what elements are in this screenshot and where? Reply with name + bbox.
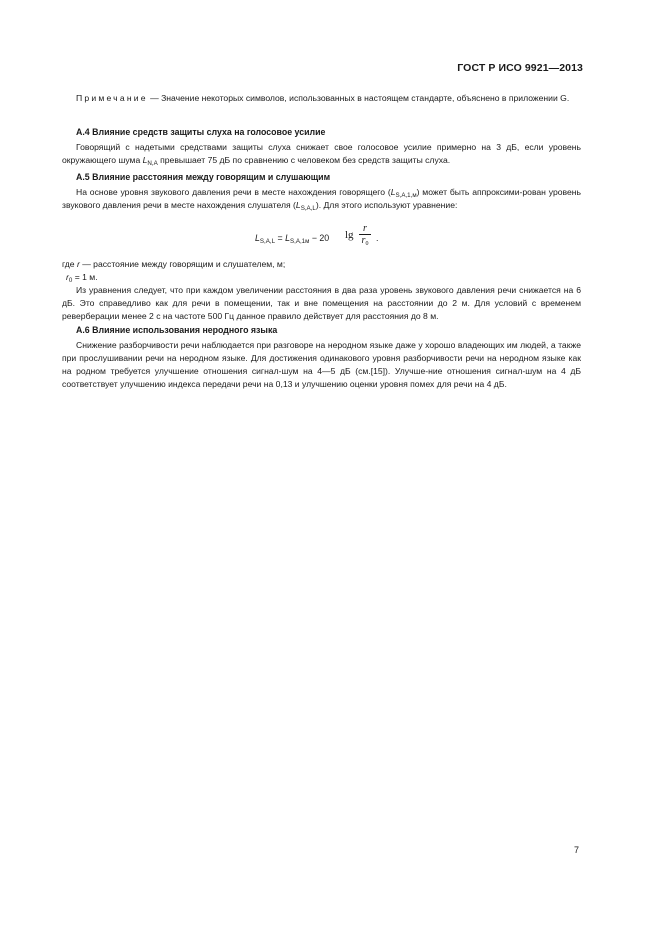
section-a4-paragraph xyxy=(62,141,581,167)
note-paragraph xyxy=(62,92,581,105)
note-text: — Значение некоторых символов, использованных в настоящем стандарте, объяснено в приложении G. xyxy=(147,93,570,103)
formula-expression xyxy=(255,232,329,245)
text-run: ) может быть аппроксими-рован уровень звукового давления речи в месте нахождения слушателя ( xyxy=(62,187,581,210)
symbol-subscript: 0 xyxy=(68,277,73,284)
symbol-subscript: S,A,L xyxy=(300,205,316,212)
symbol-r: r xyxy=(76,259,80,269)
symbol-l: L xyxy=(390,187,396,197)
r0-line xyxy=(62,271,581,284)
text-run: — расстояние между говорящим и слушателем, м; xyxy=(79,259,286,269)
formula-fraction xyxy=(358,222,372,247)
section-a4-title: А.4 Влияние средств защиты слуха на голосовое усилие xyxy=(76,127,326,137)
section-a6-paragraph: Снижение разборчивости речи наблюдается при разговоре на неродном языке даже у хорошо владеющих им людей, а также при прослушивании речи на неродном языке. Для достижения одинакового уровня разборчивости речи на неродном языке как на родном требуется улучшение отношения сигнал-шум на 4—5 дБ (см.[15]). Улучше-ние отношения сигнал-шум на 4 дБ соответствует улучшению индекса передачи речи на 0,13 и улучшению оценки уровня помех для речи на 4 дБ. xyxy=(62,340,581,389)
formula-subscript: S,A,L xyxy=(259,238,276,245)
symbol-subscript: S,A,1,м xyxy=(395,192,417,199)
formula-end: . xyxy=(376,233,379,243)
section-a5-paragraph-1 xyxy=(62,186,581,212)
formula-log: lg xyxy=(345,229,354,241)
fraction-denominator xyxy=(358,235,372,247)
formula-operator: − 20 xyxy=(309,233,330,243)
standard-code: ГОСТ Р ИСО 9921—2013 xyxy=(457,62,583,74)
symbol-subscript: N,A xyxy=(147,160,158,167)
formula-symbol: L xyxy=(285,233,290,243)
text-run: Говорящий с надетыми средствами защиты слуха снижает свое голосовое усилие примерно на 3 дБ, если уровень окружающего шума xyxy=(62,142,581,165)
section-a4 xyxy=(62,126,581,167)
formula-operator: = xyxy=(275,233,286,243)
text-run: где xyxy=(62,259,77,269)
where-line xyxy=(62,258,581,271)
note-block xyxy=(62,92,581,105)
text-run: превышает 75 дБ по сравнению с человеком без средств защиты слуха. xyxy=(157,155,451,165)
symbol-l: L xyxy=(142,155,148,165)
formula-explanation xyxy=(62,258,581,323)
text-run: На основе уровня звукового давления речи в месте нахождения говорящего ( xyxy=(76,187,391,197)
symbol-l: L xyxy=(295,200,301,210)
text-run: ). Для этого используют уравнение: xyxy=(315,200,458,210)
fraction-numerator: r xyxy=(363,223,367,234)
denominator-subscript: 0 xyxy=(365,241,369,247)
section-a6 xyxy=(62,324,581,391)
denominator-symbol: r xyxy=(361,235,366,246)
section-a5-title: А.5 Влияние расстояния между говорящим и слушающим xyxy=(76,172,331,182)
page-number: 7 xyxy=(573,845,579,855)
text-run: = 1 м. xyxy=(72,272,98,282)
note-label: Примечание xyxy=(76,93,148,103)
symbol-r: r xyxy=(66,272,69,282)
section-a5-paragraph-2: Из уравнения следует, что при каждом увеличении расстояния в два раза уровень звукового давления речи снижается на 6 дБ. Это справедливо как для речи в помещении, так и вне помещения на расстоянии до 2 м. Для условий с временем реверберации менее 2 с на частоте 500 Гц данное правило действует для расстояния до 8 м. xyxy=(62,285,581,321)
distance-formula xyxy=(255,224,395,260)
formula-subscript: S,A,1м xyxy=(289,238,310,245)
section-a5 xyxy=(62,171,581,212)
section-a6-title: А.6 Влияние использования неродного языка xyxy=(76,325,278,335)
formula-symbol: L xyxy=(255,233,260,243)
